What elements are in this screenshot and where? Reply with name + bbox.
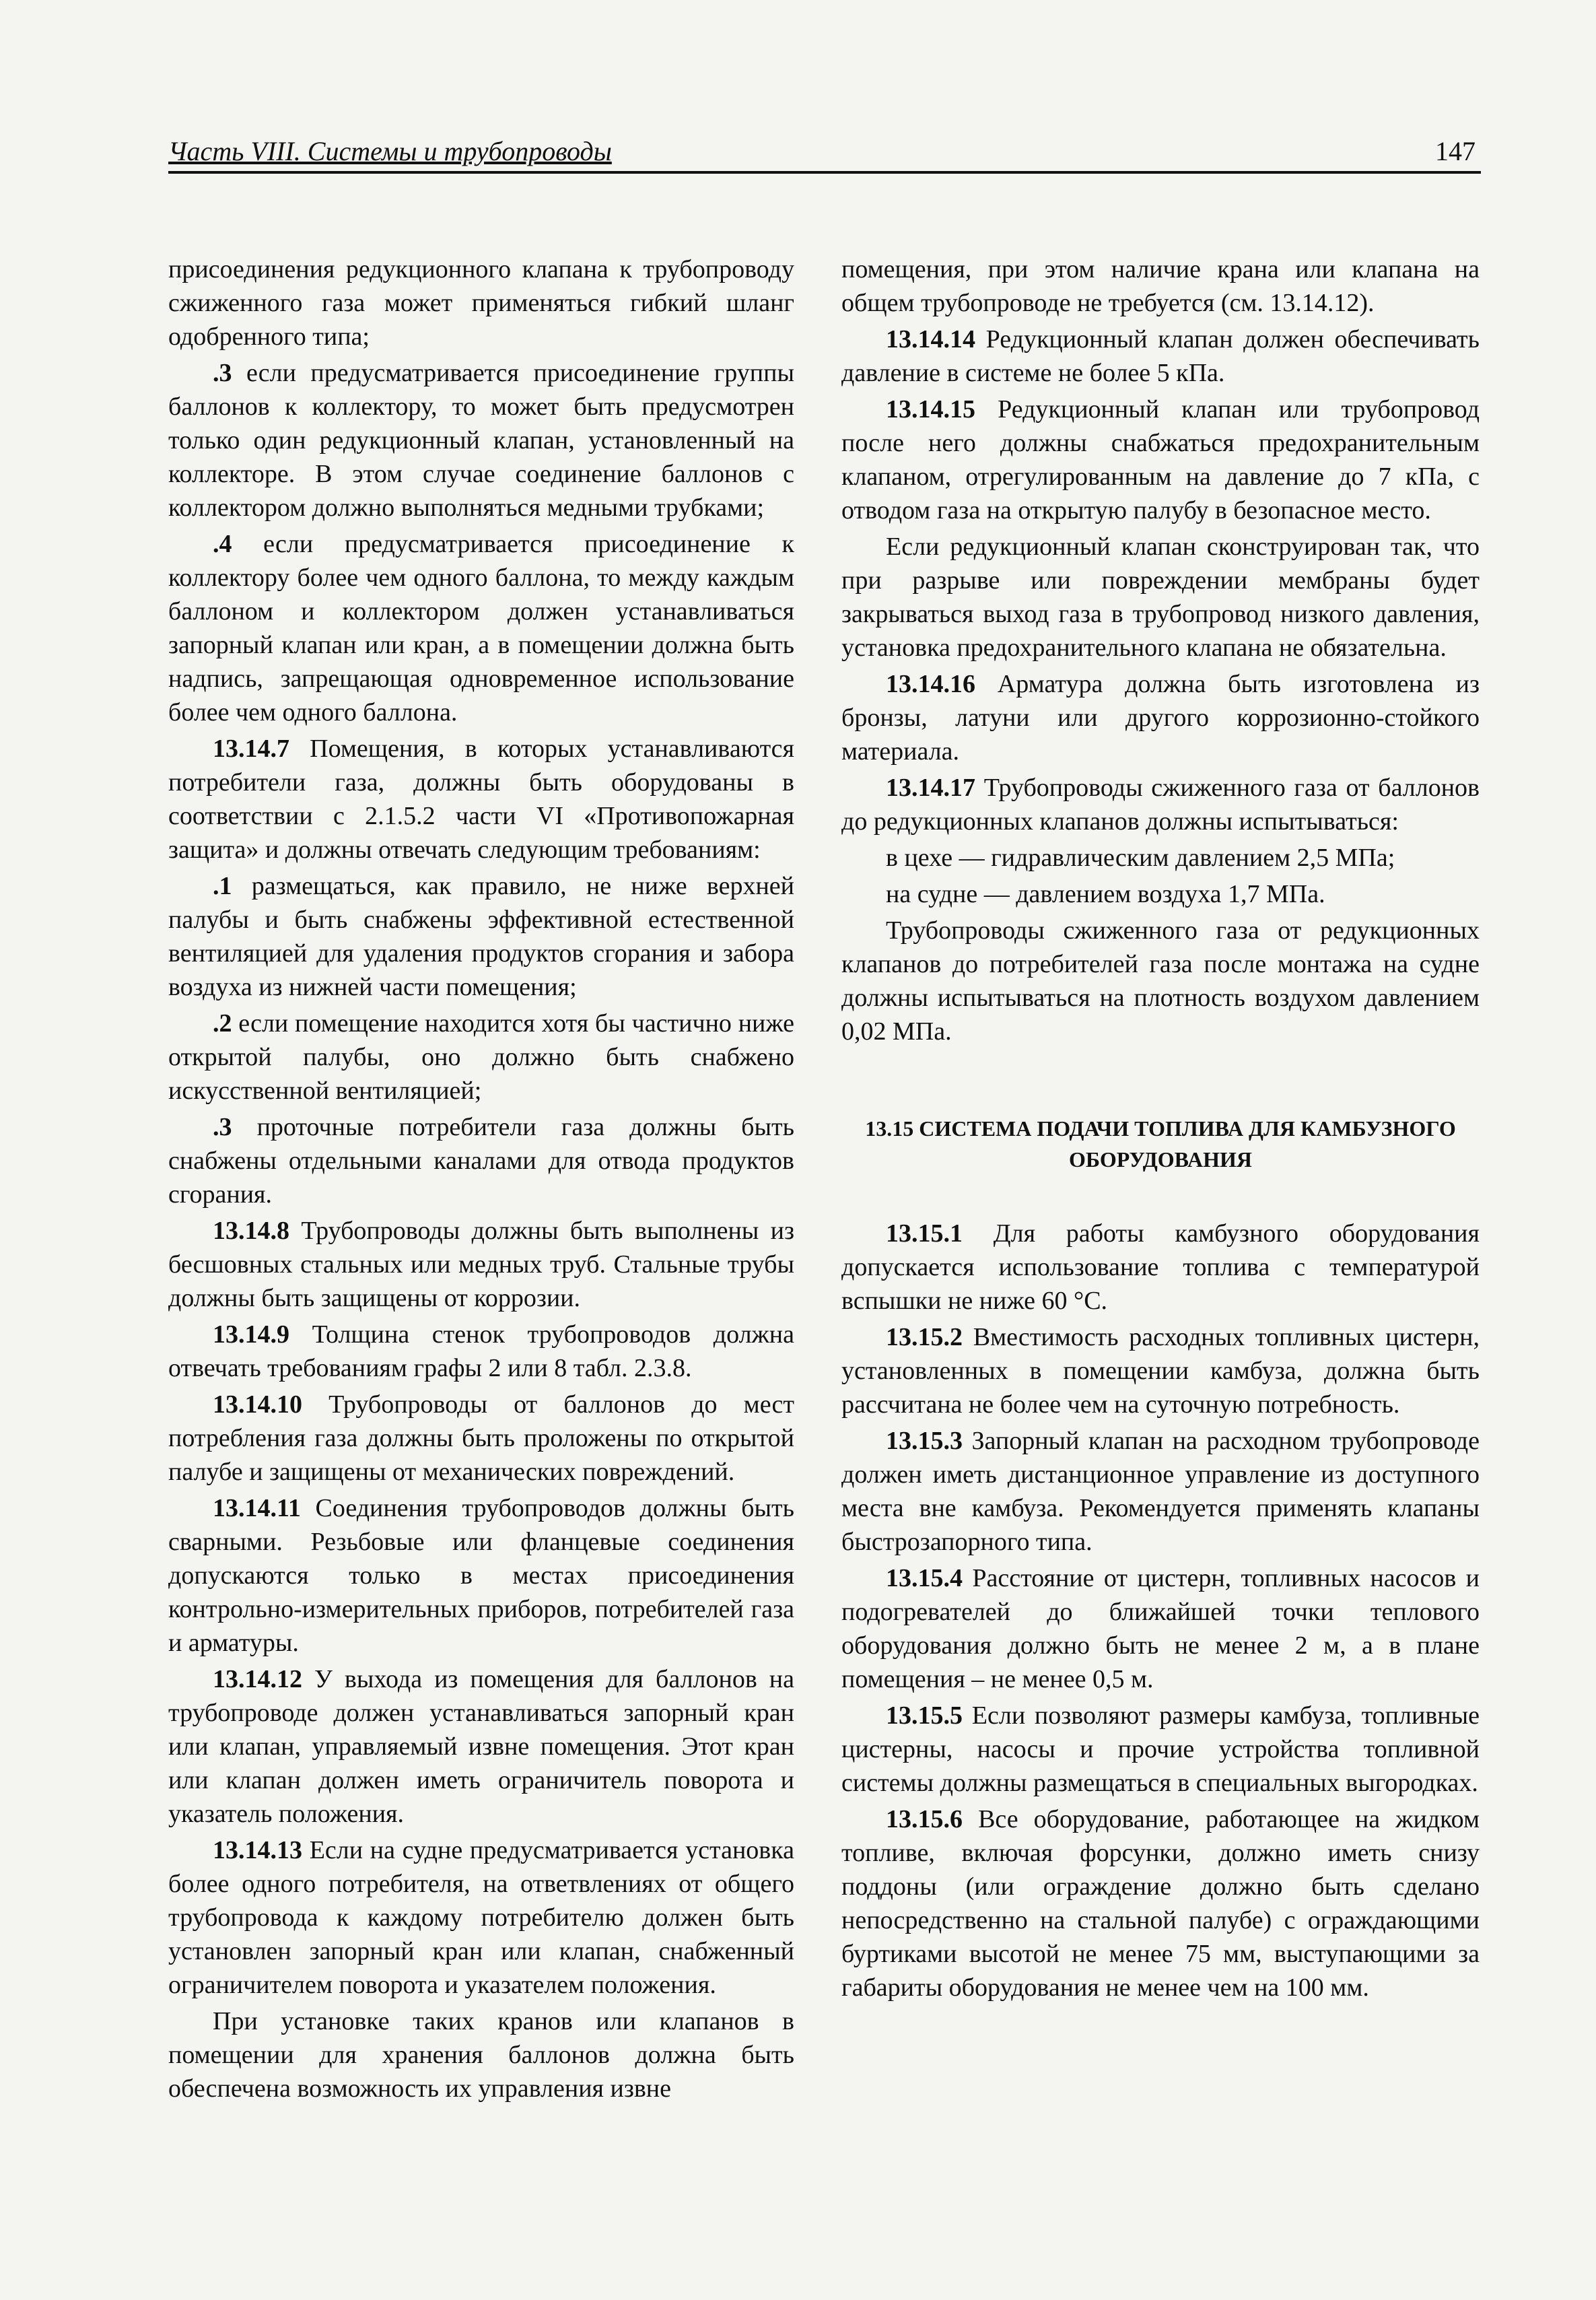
page-header [168, 128, 1481, 174]
paragraph [841, 1424, 1480, 1559]
paragraph-text: Соединения трубопроводов должны быть сварными. Резьбовые или фланцевые соединения допускаются только в местах присоединения контрольно-измерительных приборов, потребителей газа и арматуры. [168, 1494, 794, 1657]
paragraph-text: если помещение находится хотя бы частично ниже открытой палубы, оно должно быть снабжено искусственной вентиляцией; [168, 1009, 794, 1105]
paragraph-text: Все оборудование, работающее на жидком топливе, включая форсунки, должно иметь снизу поддоны (или ограждение должно быть сделано непосредственно на стальной палубе) с ограждающими буртиками высотой не менее 75 мм, выступающими за габариты оборудования не менее чем на 100 мм. [841, 1805, 1480, 2002]
paragraph-text: Расстояние от цистерн, топливных насосов и подогревателей до ближайшей точки теплового оборудования должно быть не менее 2 м, а в плане помещения – не менее 0,5 м. [841, 1564, 1480, 1693]
paragraph [841, 1699, 1480, 1800]
paragraph [168, 869, 794, 1004]
clause-number: 13.15.3 [886, 1427, 963, 1455]
paragraph-text: размещаться, как правило, не ниже верхней палубы и быть снабжены эффективной естественной вентиляцией для удаления продуктов сгорания и забора воздуха из нижней части помещения; [168, 872, 794, 1001]
paragraph-text: помещения, при этом наличие крана или клапана на общем трубопроводе не требуется (см. 13.14.12). [841, 255, 1480, 317]
clause-number: 13.14.17 [886, 774, 975, 802]
paragraph [841, 1320, 1480, 1421]
right-column-lower [841, 1217, 1480, 2004]
paragraph [841, 252, 1480, 320]
paragraph [841, 1561, 1480, 1696]
paragraph [168, 1007, 794, 1108]
paragraph-text: если предусматривается присоединение группы баллонов к коллектору, то может быть предусмотрен только один редукционный клапан, установленный на коллекторе. В этом случае соединение баллонов с коллектором должно выполняться медными трубками; [168, 359, 794, 522]
clause-number: 13.15.5 [886, 1701, 963, 1730]
paragraph [841, 323, 1480, 390]
clause-number: 13.14.13 [213, 1836, 302, 1864]
paragraph [168, 732, 794, 867]
paragraph [841, 841, 1480, 875]
paragraph [841, 667, 1480, 768]
paragraph [841, 393, 1480, 527]
paragraph-text: Трубопроводы должны быть выполнены из бесшовных стальных или медных труб. Стальные трубы должны быть защищены от коррозии. [168, 1217, 794, 1312]
paragraph-text: У выхода из помещения для баллонов на трубопроводе должен устанавливаться запорный кран или клапан, управляемый извне помещения. Этот кран или клапан должен иметь ограничитель поворота и указатель положения. [168, 1665, 794, 1828]
paragraph [168, 1214, 794, 1315]
clause-number: 13.14.16 [886, 670, 975, 698]
clause-number: 13.15.4 [886, 1564, 963, 1592]
clause-number: 13.15.1 [886, 1219, 963, 1248]
paragraph [841, 1217, 1480, 1318]
page-number: 147 [1435, 136, 1476, 166]
section-title: 13.15 СИСТЕМА ПОДАЧИ ТОПЛИВА ДЛЯ КАМБУЗНОГО ОБОРУДОВАНИЯ [865, 1116, 1456, 1172]
paragraph [168, 1110, 794, 1211]
paragraph-text: Для работы камбузного оборудования допускается использование топлива с температурой вспышки не ниже 60 °С. [841, 1219, 1480, 1315]
paragraph-text: Редукционный клапан должен обеспечивать давление в системе не более 5 кПа. [841, 325, 1480, 387]
paragraph [841, 1802, 1480, 2004]
clause-number: 13.14.7 [213, 735, 289, 763]
clause-number: .3 [213, 359, 232, 387]
clause-number: 13.15.2 [886, 1323, 963, 1351]
paragraph [168, 1318, 794, 1385]
clause-number: 13.14.10 [213, 1390, 302, 1419]
paragraph [168, 1833, 794, 2002]
paragraph-text: Толщина стенок трубопроводов должна отвечать требованиям графы 2 или 8 табл. 2.3.8. [168, 1320, 794, 1382]
paragraph [168, 252, 794, 353]
right-column [841, 252, 1480, 2007]
paragraph [841, 530, 1480, 665]
clause-number: 13.14.9 [213, 1320, 289, 1349]
clause-number: .1 [213, 872, 232, 900]
paragraph [168, 1388, 794, 1489]
paragraph-text: При установке таких кранов или клапанов в помещении для хранения баллонов должна быть обеспечена возможность их управления извне [168, 2007, 794, 2103]
paragraph-text: Запорный клапан на расходном трубопроводе должен иметь дистанционное управление из доступного места вне камбуза. Рекомендуется применять клапаны быстрозапорного типа. [841, 1427, 1480, 1556]
paragraph-text: Если редукционный клапан сконструирован так, что при разрыве или повреждении мембраны будет закрываться выход газа в трубопровод низкого давления, установка предохранительного клапана не обязательна. [841, 533, 1480, 662]
paragraph-text: Арматура должна быть изготовлена из бронзы, латуни или другого коррозионно-стойкого материала. [841, 670, 1480, 766]
paragraph [168, 2004, 794, 2105]
paragraph-text: Трубопроводы сжиженного газа от баллонов до редукционных клапанов должны испытываться: [841, 774, 1480, 836]
paragraph-text: на судне — давлением воздуха 1,7 МПа. [886, 880, 1325, 908]
paragraph [841, 771, 1480, 838]
clause-number: 13.14.8 [213, 1217, 289, 1245]
paragraph-text: Трубопроводы от баллонов до мест потребления газа должны быть проложены по открытой палубе и защищены от механических повреждений. [168, 1390, 794, 1486]
paragraph-text: Редукционный клапан или трубопровод после него должны снабжаться предохранительным клапаном, отрегулированным на давление до 7 кПа, с отводом газа на открытую палубу в безопасное место. [841, 395, 1480, 525]
paragraph-text: если предусматривается присоединение к коллектору более чем одного баллона, то между каждым баллоном и коллектором должен устанавливаться запорный клапан или кран, а в помещении должна быть надпись, запрещающая одновременное использование более чем одного баллона. [168, 530, 794, 726]
clause-number: 13.14.15 [886, 395, 975, 424]
clause-number: .3 [213, 1113, 232, 1141]
clause-number: 13.14.11 [213, 1494, 301, 1522]
clause-number: 13.15.6 [886, 1805, 963, 1833]
clause-number: .4 [213, 530, 232, 558]
paragraph-text: проточные потребители газа должны быть снабжены отдельными каналами для отвода продуктов сгорания. [168, 1113, 794, 1209]
left-column [168, 252, 794, 2108]
paragraph [168, 356, 794, 525]
paragraph [168, 1662, 794, 1831]
clause-number: 13.14.14 [886, 325, 975, 353]
paragraph-text: присоединения редукционного клапана к трубопроводу сжиженного газа может применяться гибкий шланг одобренного типа; [168, 255, 794, 351]
paragraph-text: Помещения, в которых устанавливаются потребители газа, должны быть оборудованы в соответствии с 2.1.5.2 части VI «Противопожарная защита» и должны отвечать следующим требованиям: [168, 735, 794, 864]
clause-number: .2 [213, 1009, 232, 1038]
paragraph [168, 1491, 794, 1660]
right-column-upper [841, 252, 1480, 1048]
paragraph-text: Вместимость расходных топливных цистерн, установленных в помещении камбуза, должна быть рассчитана не более чем на суточную потребность. [841, 1323, 1480, 1419]
clause-number: 13.14.12 [213, 1665, 302, 1693]
paragraph [168, 527, 794, 729]
paragraph-text: в цехе — гидравлическим давлением 2,5 МПа; [886, 844, 1395, 872]
paragraph-text: Если позволяют размеры камбуза, топливные цистерны, насосы и прочие устройства топливной системы должны размещаться в специальных выгородках. [841, 1701, 1480, 1797]
paragraph-text: Если на судне предусматривается установка более одного потребителя, на ответвлениях от общего трубопровода к каждому потребителю должен быть установлен запорный кран или клапан, снабженный ограничителем поворота и указателем положения. [168, 1836, 794, 1999]
paragraph-text: Трубопроводы сжиженного газа от редукционных клапанов до потребителей газа после монтажа на судне должны испытываться на плотность воздухом давлением 0,02 МПа. [841, 916, 1480, 1046]
running-header-title: Часть VIII. Системы и трубопроводы [168, 136, 612, 166]
paragraph [841, 914, 1480, 1048]
paragraph [841, 877, 1480, 911]
